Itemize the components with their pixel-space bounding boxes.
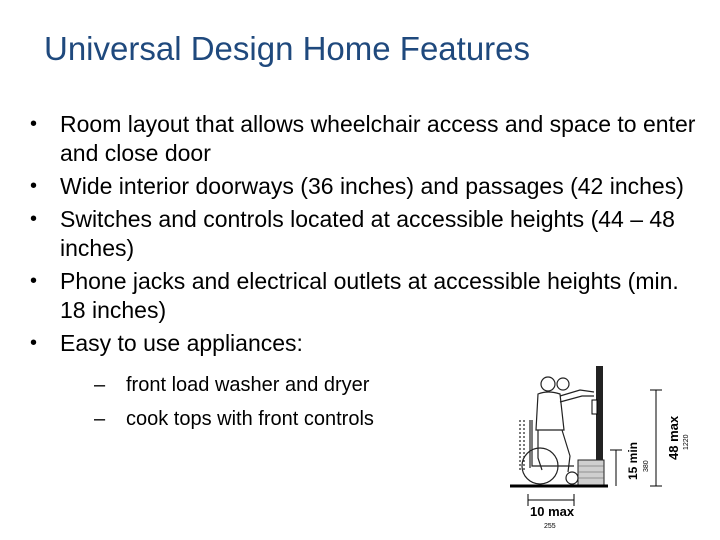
- base-cabinet: [578, 460, 604, 486]
- dim-48-max-label: 48 max: [666, 415, 681, 460]
- dim-1220-label: 1220: [683, 434, 690, 450]
- sub-bullet-text: front load washer and dryer: [126, 374, 370, 396]
- dimension-10-max: [528, 494, 575, 530]
- sub-bullet-marker: –: [94, 408, 106, 430]
- bullet-marker: •: [30, 113, 38, 135]
- bullet-marker: •: [30, 208, 38, 230]
- sub-bullet-text: cook tops with front controls: [126, 408, 374, 430]
- dim-380-label: 380: [643, 460, 650, 472]
- bullet-marker: •: [30, 332, 38, 354]
- bullet-text: Phone jacks and electrical outlets at accessible heights (min. 18 inches): [60, 268, 679, 323]
- bullet-text: Room layout that allows wheelchair access and space to enter and close door: [60, 111, 696, 166]
- dim-10-max-label: 10 max: [530, 504, 575, 519]
- bullet-text: Easy to use appliances:: [60, 330, 303, 356]
- bullet-item: [28, 110, 708, 168]
- dim-15-min-label: 15 min: [626, 441, 640, 480]
- sub-bullet-marker: –: [94, 374, 106, 396]
- bullet-marker: •: [30, 175, 38, 197]
- bullet-text: Wide interior doorways (36 inches) and passages (42 inches): [60, 173, 684, 199]
- slide-title: Universal Design Home Features: [44, 30, 531, 67]
- reach-range-diagram: [508, 360, 708, 540]
- bullet-text: Switches and controls located at accessible heights (44 – 48 inches): [60, 206, 675, 261]
- bullet-marker: •: [30, 270, 38, 292]
- bullet-item: [28, 267, 708, 325]
- dimension-48-max: [650, 390, 690, 486]
- dim-255-label: 255: [544, 523, 556, 530]
- dimension-15-min: [610, 442, 650, 486]
- bullet-item: [28, 205, 708, 263]
- bullet-item: [28, 172, 708, 201]
